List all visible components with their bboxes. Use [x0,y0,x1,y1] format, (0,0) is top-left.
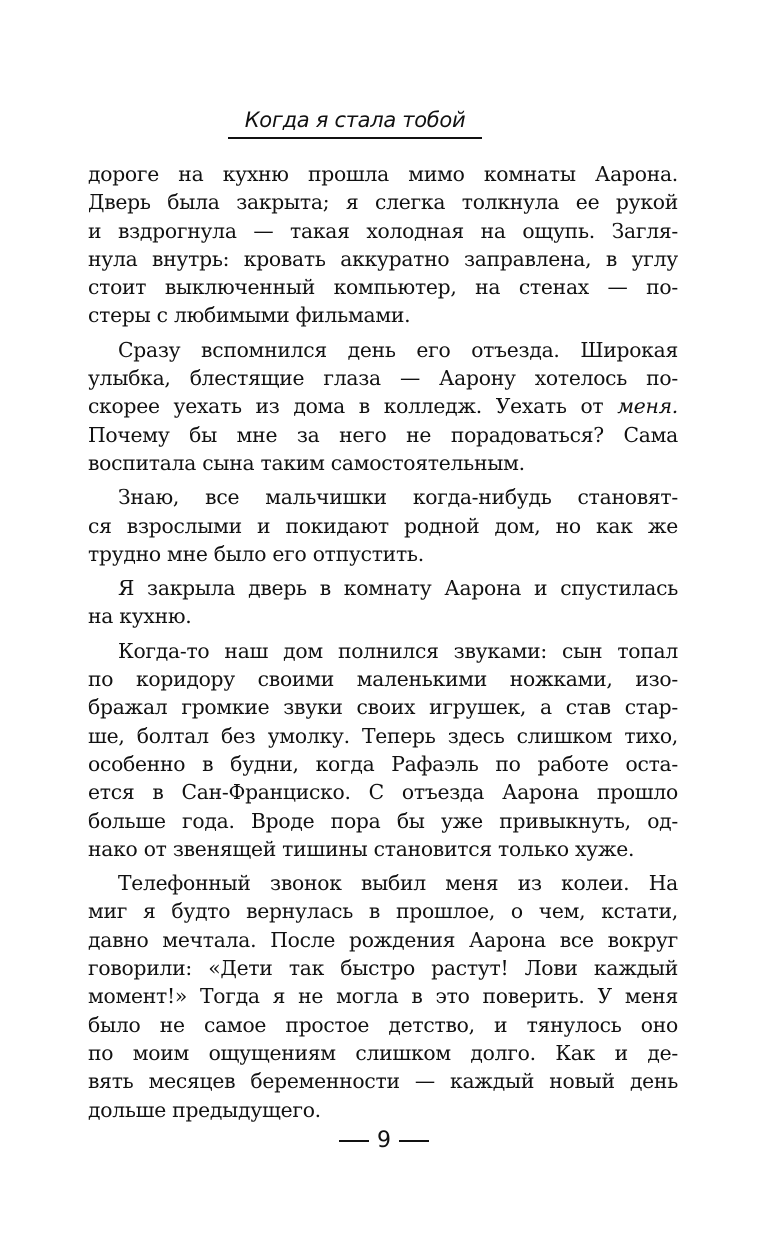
paragraph [88,637,678,863]
emphasis-word: меня. [617,394,678,419]
text-line [88,392,678,420]
text-line: особенно в будни, когда Рафаэль по работе оста- [88,751,678,776]
text-line: улыбка, блестящие глаза — Аарону хотелось по- [88,366,678,391]
text-line: трудно мне было его отпустить. [88,541,424,566]
text-line: нако от звенящей тишины становится только хуже. [88,836,635,861]
text-line: дольше предыдущего. [88,1097,321,1122]
text-line-start: скорее уехать из дома в колледж. Уехать от [88,394,618,419]
text-line: Телефонный звонок выбил меня из колеи. На [118,871,678,896]
text-line: Я закрыла дверь в комнату Аарона и спустилась [118,576,678,601]
text-line: бражал громкие звуки своих игрушек, а став стар- [88,695,678,720]
text-line: воспитала сына таким самостоятельным. [88,450,525,475]
text-line: дороге на кухню прошла мимо комнаты Аарона. [88,162,678,186]
text-line: Почему бы мне за него не порадоваться? Сама [88,422,678,447]
folio-dash-right [399,1140,429,1142]
text-line: Знаю, все мальчишки когда-нибудь становят- [118,485,678,510]
folio-dash-left [339,1140,369,1142]
header-rule [228,137,482,139]
text-line: стеры с любимыми фильмами. [88,303,411,328]
paragraph [88,160,678,330]
paragraph [88,483,678,568]
text-line: и вздрогнула — такая холодная на ощупь. Загля- [88,218,678,243]
text-line: ся взрослыми и покидают родной дом, но как же [88,513,678,538]
page-footer [0,1128,768,1154]
text-line: давно мечтала. После рождения Аарона все вокруг [88,927,678,952]
page-number: 9 [377,1128,391,1153]
text-line: момент!» Тогда я не могла в это поверить. У меня [88,984,678,1009]
text-line: миг я будто вернулась в прошлое, о чем, кстати, [88,899,678,924]
text-line: нула внутрь: кровать аккуратно заправлена, в углу [88,246,678,271]
text-line: на кухню. [88,604,192,629]
paragraph [88,869,678,1124]
paragraph [88,336,678,477]
text-line: говорили: «Дети так быстро растут! Лови каждый [88,956,678,981]
running-header-title: Когда я стала тобой [244,108,466,132]
text-line: Когда-то наш дом полнился звуками: сын топал [118,638,678,663]
text-line: было не самое простое детство, и тянулось оно [88,1012,678,1037]
text-line: вять месяцев беременности — каждый новый день [88,1069,678,1094]
text-line: ше, болтал без умолку. Теперь здесь слишком тихо, [88,723,678,748]
text-line: по коридору своими маленькими ножками, изо- [88,667,678,692]
body-text [88,160,678,1124]
text-line: по моим ощущениям слишком долго. Как и де- [88,1040,678,1065]
text-line: стоит выключенный компьютер, на стенах — по- [88,275,678,300]
text-line: Дверь была закрыта; я слегка толкнула ее рукой [88,190,678,215]
text-line: Сразу вспомнился день его отъезда. Широкая [118,337,678,362]
paragraph [88,574,678,631]
text-line: больше года. Вроде пора бы уже привыкнуть, од- [88,808,678,833]
text-line: ется в Сан-Франциско. С отъезда Аарона прошло [88,780,678,805]
